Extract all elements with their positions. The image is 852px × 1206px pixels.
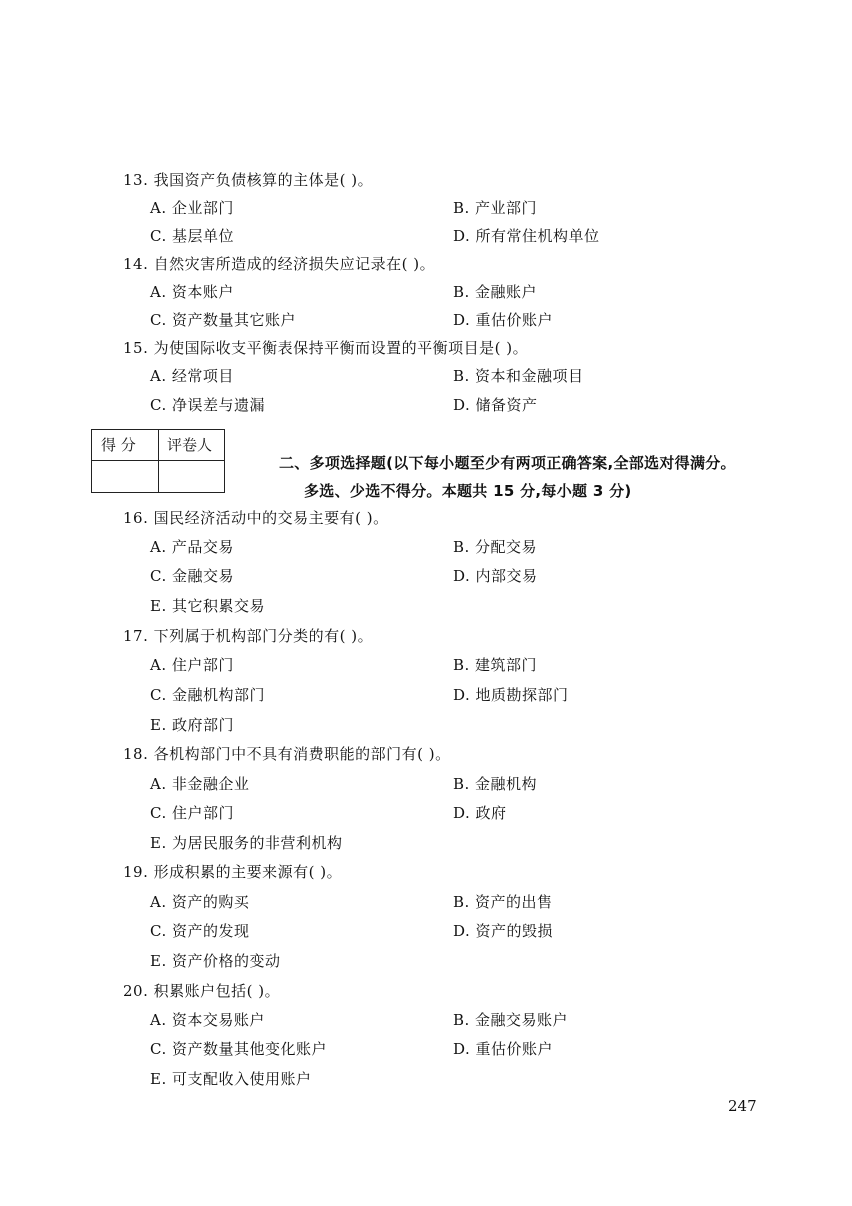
question-17-option-c: C. 金融机构部门 [150, 686, 265, 704]
question-18-option-e: E. 为居民服务的非营利机构 [150, 834, 343, 852]
page-number: 247 [728, 1097, 757, 1115]
score-box [91, 429, 225, 493]
question-19-option-a: A. 资产的购买 [150, 893, 250, 911]
question-14-stem: 14. 自然灾害所造成的经济损失应记录在( )。 [123, 255, 436, 273]
question-20-option-c: C. 资产数量其他变化账户 [150, 1040, 327, 1058]
question-19-stem: 19. 形成积累的主要来源有( )。 [123, 863, 343, 881]
score-box-divider-horizontal [92, 460, 224, 461]
question-15-option-d: D. 储备资产 [453, 396, 538, 414]
question-20-stem: 20. 积累账户包括( )。 [123, 982, 281, 1000]
question-18-option-b: B. 金融机构 [453, 775, 538, 793]
question-13-option-d: D. 所有常住机构单位 [453, 227, 600, 245]
question-20-option-e: E. 可支配收入使用账户 [150, 1070, 312, 1088]
question-20-option-b: B. 金融交易账户 [453, 1011, 569, 1029]
question-15-option-a: A. 经常项目 [150, 367, 234, 385]
question-14-option-b: B. 金融账户 [453, 283, 538, 301]
question-16-stem: 16. 国民经济活动中的交易主要有( )。 [123, 509, 389, 527]
question-13-option-b: B. 产业部门 [453, 199, 538, 217]
question-20-option-d: D. 重估价账户 [453, 1040, 554, 1058]
section-2-title-line-1: 二、多项选择题(以下每小题至少有两项正确答案,全部选对得满分。 [279, 454, 736, 472]
question-16-option-a: A. 产品交易 [150, 538, 234, 556]
score-label: 得 分 [101, 436, 136, 454]
question-19-option-e: E. 资产价格的变动 [150, 952, 281, 970]
question-18-option-a: A. 非金融企业 [150, 775, 250, 793]
question-17-option-d: D. 地质勘探部门 [453, 686, 569, 704]
question-14-option-c: C. 资产数量其它账户 [150, 311, 296, 329]
question-13-stem: 13. 我国资产负债核算的主体是( )。 [123, 171, 374, 189]
section-2-title-line-2: 多选、少选不得分。本题共 15 分,每小题 3 分) [304, 482, 632, 500]
question-15-option-b: B. 资本和金融项目 [453, 367, 584, 385]
question-18-option-c: C. 住户部门 [150, 804, 234, 822]
question-14-option-d: D. 重估价账户 [453, 311, 554, 329]
question-16-option-c: C. 金融交易 [150, 567, 234, 585]
question-18-option-d: D. 政府 [453, 804, 507, 822]
question-19-option-c: C. 资产的发现 [150, 922, 250, 940]
question-17-stem: 17. 下列属于机构部门分类的有( )。 [123, 627, 374, 645]
question-16-option-b: B. 分配交易 [453, 538, 538, 556]
question-15-option-c: C. 净误差与遗漏 [150, 396, 265, 414]
question-17-option-a: A. 住户部门 [150, 656, 234, 674]
question-17-option-e: E. 政府部门 [150, 716, 234, 734]
question-13-option-c: C. 基层单位 [150, 227, 234, 245]
question-15-stem: 15. 为使国际收支平衡表保持平衡而设置的平衡项目是( )。 [123, 339, 529, 357]
question-19-option-b: B. 资产的出售 [453, 893, 553, 911]
question-16-option-d: D. 内部交易 [453, 567, 538, 585]
question-19-option-d: D. 资产的毁损 [453, 922, 554, 940]
question-18-stem: 18. 各机构部门中不具有消费职能的部门有( )。 [123, 745, 451, 763]
question-13-option-a: A. 企业部门 [150, 199, 234, 217]
question-20-option-a: A. 资本交易账户 [150, 1011, 265, 1029]
reviewer-label: 评卷人 [167, 436, 213, 454]
question-14-option-a: A. 资本账户 [150, 283, 234, 301]
question-16-option-e: E. 其它积累交易 [150, 597, 265, 615]
question-17-option-b: B. 建筑部门 [453, 656, 538, 674]
score-box-divider-vertical [158, 430, 159, 492]
